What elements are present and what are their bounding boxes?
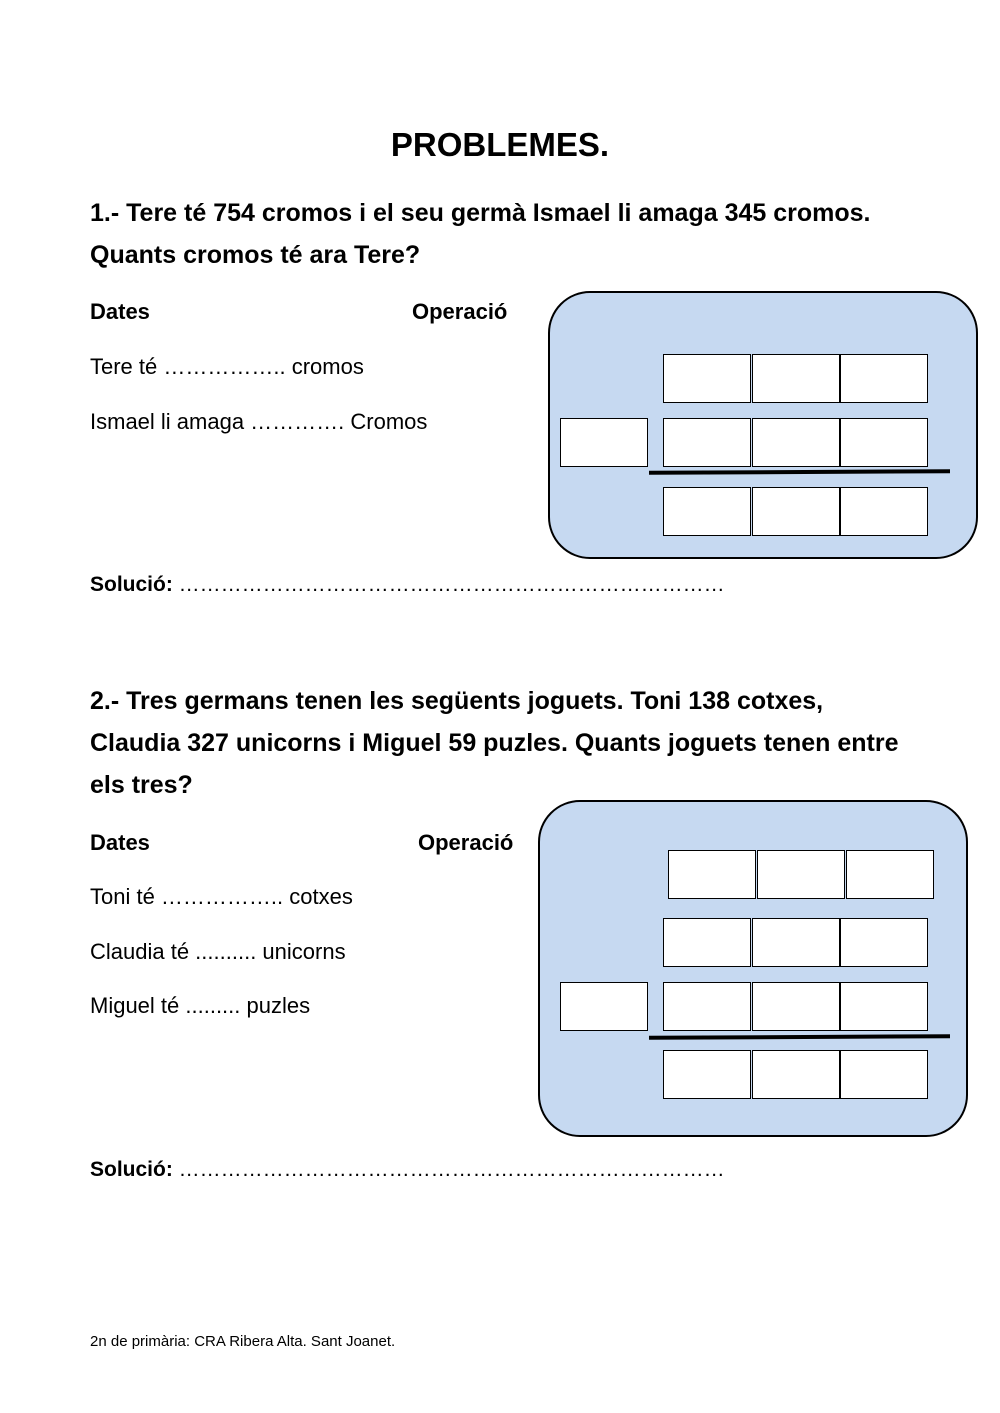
problem-2-operation-label: Operació — [418, 830, 514, 855]
problem-1-question: 1.- Tere té 754 cromos i el seu germà Ismael li amaga 345 cromos. Quants cromos té ara Tere? — [90, 199, 871, 269]
problem-1-dates-label: Dates — [90, 299, 150, 324]
problem-2-data-line-2: Claudia té .......... unicorns — [90, 939, 346, 964]
answer-cell[interactable] — [757, 850, 845, 899]
answer-cell[interactable] — [663, 354, 751, 403]
result-cell[interactable] — [752, 487, 840, 536]
answer-cell[interactable] — [840, 418, 928, 467]
answer-cell[interactable] — [663, 982, 751, 1031]
problem-1-solution — [90, 573, 725, 597]
operator-cell[interactable] — [560, 982, 648, 1031]
answer-cell[interactable] — [752, 982, 840, 1031]
problem-2-dates-label: Dates — [90, 830, 150, 855]
result-cell[interactable] — [663, 1050, 751, 1099]
answer-cell[interactable] — [663, 418, 751, 467]
answer-cell[interactable] — [752, 918, 840, 967]
answer-cell[interactable] — [752, 418, 840, 467]
answer-cell[interactable] — [846, 850, 934, 899]
problem-2-data-line-1: Toni té …………….. cotxes — [90, 884, 353, 909]
result-cell[interactable] — [840, 1050, 928, 1099]
problem-2-question: 2.- Tres germans tenen les següents joguets. Toni 138 cotxes, Claudia 327 unicorns i Miguel 59 puzles. Quants joguets tenen entre els tres? — [90, 687, 899, 799]
result-cell[interactable] — [752, 1050, 840, 1099]
answer-cell[interactable] — [840, 354, 928, 403]
answer-cell[interactable] — [668, 850, 756, 899]
answer-cell[interactable] — [752, 354, 840, 403]
answer-cell[interactable] — [663, 918, 751, 967]
page-title: PROBLEMES. — [390, 126, 610, 163]
solution-label: Solució: — [90, 1158, 173, 1181]
answer-cell[interactable] — [840, 982, 928, 1031]
problem-2-solution — [90, 1158, 725, 1182]
solution-dots[interactable]: …………………………………………………………………… — [172, 573, 725, 596]
answer-cell[interactable] — [840, 918, 928, 967]
solution-dots[interactable]: …………………………………………………………………… — [172, 1158, 725, 1181]
solution-label: Solució: — [90, 573, 173, 596]
problem-1-data-line-2: Ismael li amaga …………. Cromos — [90, 409, 428, 434]
problem-1-operation-label: Operació — [412, 299, 508, 324]
result-cell[interactable] — [840, 487, 928, 536]
operator-cell[interactable] — [560, 418, 648, 467]
result-cell[interactable] — [663, 487, 751, 536]
problem-1-data-line-1: Tere té …………….. cromos — [90, 354, 364, 379]
footer-note: 2n de primària: CRA Ribera Alta. Sant Joanet. — [90, 1333, 396, 1350]
problem-2-data-line-3: Miguel té ......... puzles — [90, 993, 311, 1018]
